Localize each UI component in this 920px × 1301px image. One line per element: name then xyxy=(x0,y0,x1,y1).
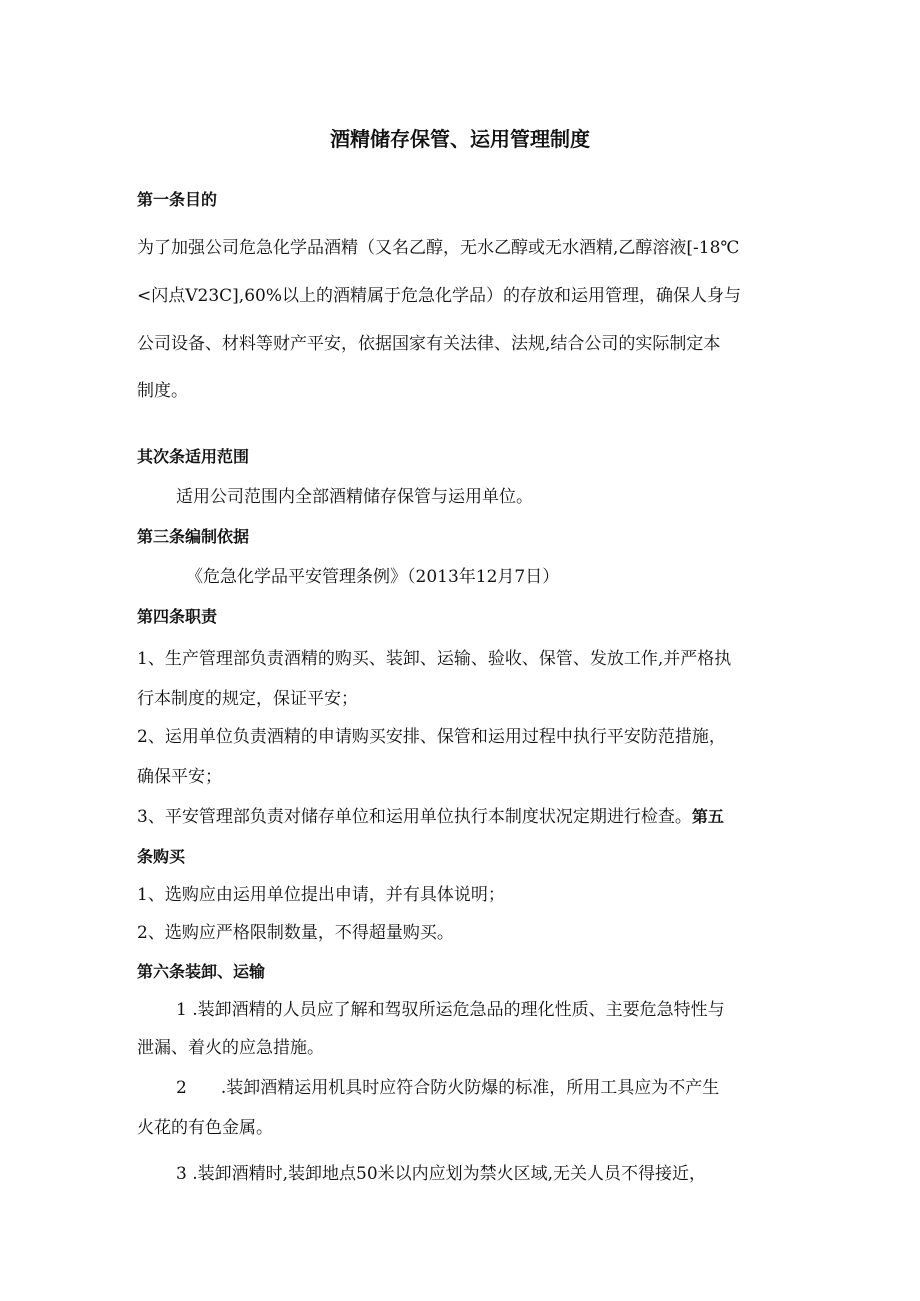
paragraph-line: 《危急化学品平安管理条例》（2013年12月7日） xyxy=(186,567,560,587)
section-heading-6: 第六条装卸、运输 xyxy=(137,962,266,981)
section-heading-4: 第四条职责 xyxy=(137,607,218,626)
paragraph-line: 适用公司范围内全部酒精储存保管与运用单位。 xyxy=(176,487,533,507)
paragraph-line: 3 .装卸酒精时,装卸地点50米以内应划为禁火区域,无关人员不得接近， xyxy=(176,1164,707,1184)
section-heading-1: 第一条目的 xyxy=(137,190,218,209)
paragraph-line: 制度。 xyxy=(137,381,188,401)
paragraph-line: 2、选购应严格限制数量，不得超量购买。 xyxy=(137,923,454,943)
paragraph-line: 1 .装卸酒精的人员应了解和驾驭所运危急品的理化性质、主要危急特性与 xyxy=(176,1000,725,1020)
section-heading-5-part2: 条购买 xyxy=(137,847,186,866)
section-heading-3: 第三条编制依据 xyxy=(137,527,250,546)
paragraph-line: 1、生产管理部负责酒精的购买、装卸、运输、验收、保管、发放工作,并严格执 xyxy=(137,649,732,669)
paragraph-line: 公司设备、材料等财产平安，依据国家有关法律、法规,结合公司的实际制定本 xyxy=(137,334,721,354)
paragraph-text: 3、平安管理部负责对储存单位和运用单位执行本制度状况定期进行检查。 xyxy=(137,807,692,827)
paragraph-line: <闪点V23C],60%以上的酒精属于危急化学品）的存放和运用管理，确保人身与 xyxy=(137,286,741,306)
paragraph-line: 1、选购应由运用单位提出申请，并有具体说明； xyxy=(137,885,505,905)
section-heading-2: 其次条适用范围 xyxy=(137,447,250,466)
paragraph-line: 火花的有色金属。 xyxy=(137,1118,273,1138)
paragraph-line: 确保平安； xyxy=(137,767,222,787)
paragraph-line xyxy=(137,806,724,828)
paragraph-line: 泄漏、着火的应急措施。 xyxy=(137,1038,324,1058)
paragraph-line: 为了加强公司危急化学品酒精（又名乙醇，无水乙醇或无水酒精,乙醇溶液[-18℃ xyxy=(137,238,740,258)
paragraph-line: 行本制度的规定，保证平安； xyxy=(137,689,358,709)
paragraph-line: 2 .装卸酒精运用机具时应符合防火防爆的标准，所用工具应为不产生 xyxy=(176,1078,720,1098)
section-heading-5-part1: 第五 xyxy=(691,807,724,826)
page-title: 酒精储存保管、运用管理制度 xyxy=(330,127,590,151)
paragraph-line: 2、运用单位负责酒精的申请购买安排、保管和运用过程中执行平安防范措施， xyxy=(137,727,726,747)
